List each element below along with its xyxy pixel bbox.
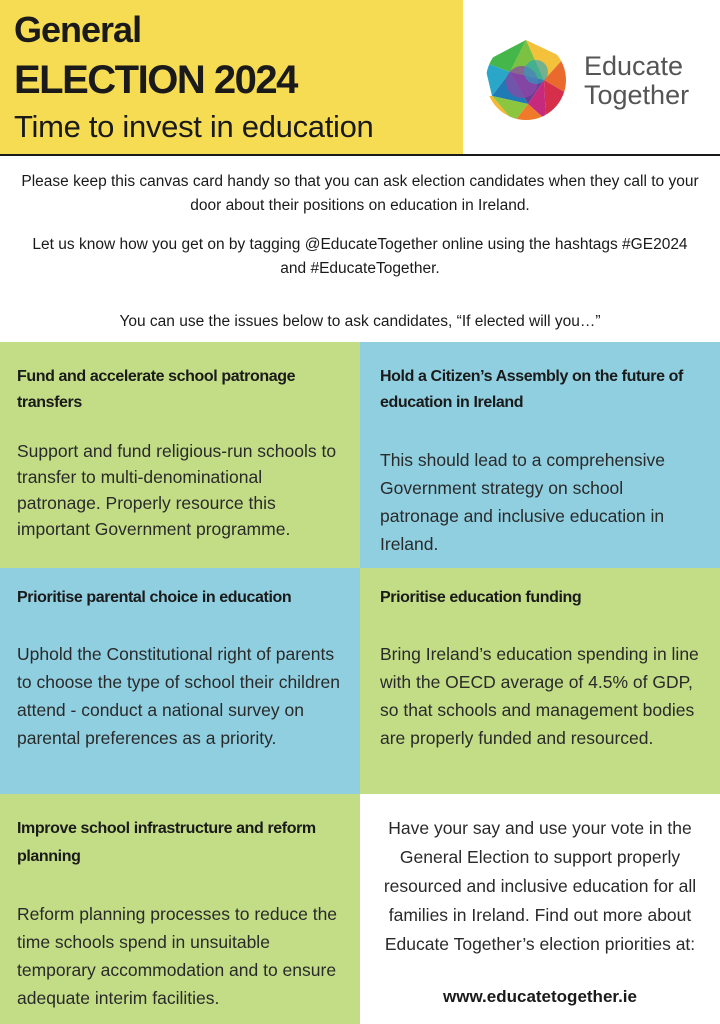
issue-body: Reform planning processes to reduce the time schools spend in unsuitable temporary accommodation and to ensure adequate interim facilities. bbox=[17, 904, 338, 1008]
logo-wordmark-line1: Educate bbox=[584, 51, 684, 81]
issue-body: Support and fund religious-run schools to transfer to multi-denominational patronage. Properly resource this important Government programme. bbox=[17, 441, 337, 539]
issue-heading: Hold a Citizen’s Assembly on the future of education in Ireland bbox=[380, 368, 683, 411]
issue-card-education-funding bbox=[360, 568, 720, 794]
intro-paragraph-1: Please keep this canvas card handy so that you can ask election candidates when they call to your door about their positions on education in Ireland. bbox=[21, 173, 699, 214]
logo-wordmark-line2: Together bbox=[584, 80, 690, 110]
issue-heading: Prioritise education funding bbox=[380, 589, 582, 606]
title-line1: General bbox=[14, 9, 142, 50]
educate-together-logo-icon bbox=[484, 38, 568, 122]
intro-paragraph-3: You can use the issues below to ask candidates, “If elected will you…” bbox=[119, 313, 601, 330]
subtitle: Time to invest in education bbox=[14, 109, 374, 144]
issue-card-parental-choice bbox=[0, 568, 360, 794]
closing-text: Have your say and use your vote in the General Election to support properly resourced and inclusive education for all families in Ireland. Find out more about Educate Together’s election priorities at: bbox=[383, 818, 697, 954]
issue-body: Bring Ireland’s education spending in line with the OECD average of 4.5% of GDP, so that schools and management bodies are properly funded and resourced. bbox=[380, 644, 699, 748]
website-link[interactable]: www.educatetogether.ie bbox=[443, 987, 637, 1006]
issue-heading: Prioritise parental choice in education bbox=[17, 589, 292, 606]
intro-paragraph-2: Let us know how you get on by tagging @EducateTogether online using the hashtags #GE2024 and #EducateTogether. bbox=[32, 236, 688, 277]
issue-body: This should lead to a comprehensive Government strategy on school patronage and inclusive education in Ireland. bbox=[380, 450, 666, 554]
issue-card-school-infrastructure bbox=[0, 794, 360, 1024]
issue-heading: Improve school infrastructure and reform planning bbox=[17, 820, 316, 865]
title-line2: ELECTION 2024 bbox=[14, 58, 297, 102]
logo-wordmark bbox=[584, 52, 689, 110]
issue-card-citizens-assembly bbox=[360, 342, 720, 568]
issue-card-patronage-transfers bbox=[0, 342, 360, 568]
intro bbox=[0, 156, 720, 342]
issue-heading: Fund and accelerate school patronage transfers bbox=[17, 368, 296, 411]
issue-body: Uphold the Constitutional right of parents to choose the type of school their children attend - conduct a national survey on parental preferences as a priority. bbox=[17, 644, 340, 748]
closing-panel bbox=[360, 794, 720, 1024]
header-title-panel bbox=[0, 0, 463, 154]
header bbox=[0, 0, 720, 156]
